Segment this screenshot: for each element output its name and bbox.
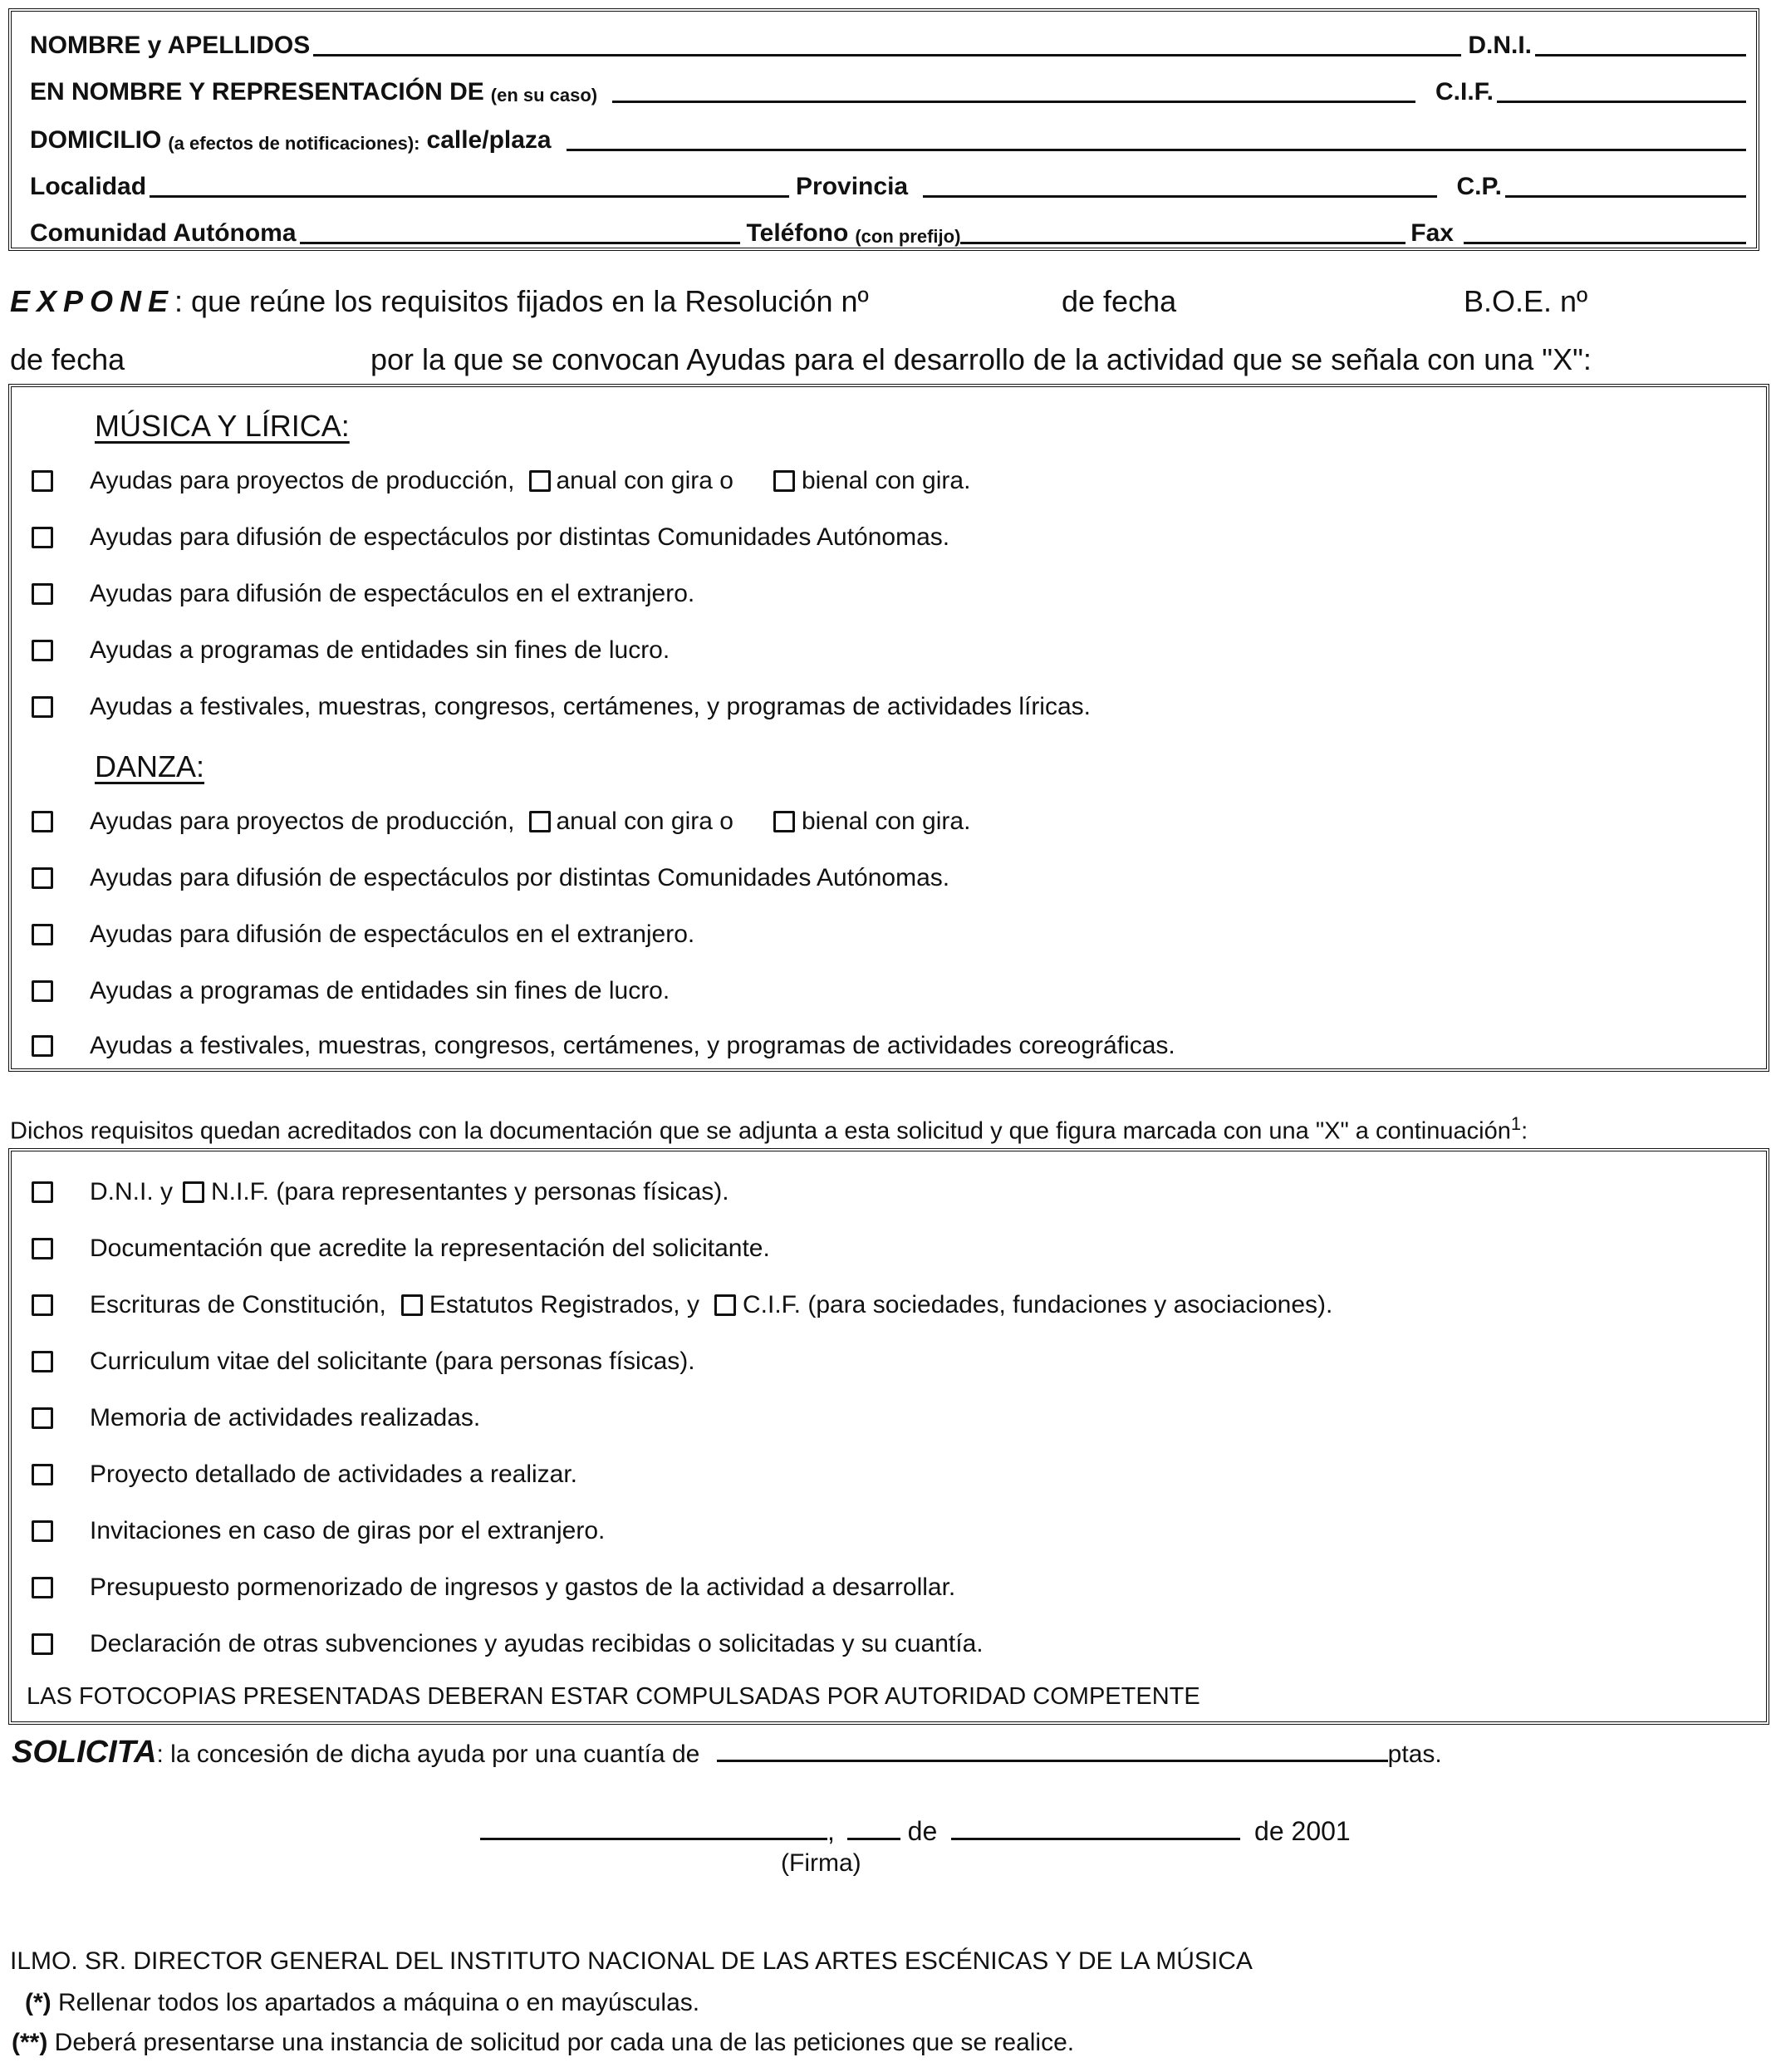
- doc-memoria-label: Memoria de actividades realizadas.: [90, 1404, 481, 1431]
- danza-difusion-extranjero-checkbox[interactable]: [32, 924, 53, 945]
- fax-label: Fax: [1410, 219, 1454, 247]
- danza-option-2: [32, 864, 949, 892]
- doc-item-proyecto: [32, 1461, 577, 1489]
- doc-representacion-checkbox[interactable]: [32, 1238, 53, 1259]
- doc-item-invitaciones: [32, 1517, 605, 1545]
- solicita-line: [12, 1735, 1442, 1770]
- currency-label: ptas.: [1387, 1741, 1442, 1768]
- representacion-field[interactable]: [612, 101, 1415, 103]
- expone-label: EXPONE: [10, 284, 175, 318]
- footnote-1-mark: (*): [25, 1989, 52, 2016]
- musica-heading: MÚSICA Y LÍRICA:: [95, 409, 350, 443]
- cp-field[interactable]: [1505, 195, 1746, 198]
- expone-boe: B.O.E. nº: [1464, 284, 1588, 318]
- comunidad-label: Comunidad Autónoma: [30, 219, 297, 247]
- requisitos-intro-end: :: [1521, 1117, 1528, 1145]
- doc-nif-checkbox[interactable]: [183, 1181, 204, 1203]
- danza-anual-label: anual con gira o: [556, 808, 733, 835]
- danza-option-4: [32, 977, 670, 1005]
- applicant-form-box: [8, 8, 1759, 251]
- doc-escrituras-label: Escrituras de Constitución,: [90, 1291, 386, 1318]
- doc-curriculum-label: Curriculum vitae del solicitante (para personas físicas).: [90, 1348, 695, 1375]
- danza-produccion-checkbox[interactable]: [32, 811, 53, 832]
- expone-de-fecha-2: de fecha: [10, 342, 125, 376]
- row-domicilio: [30, 118, 1746, 155]
- row-comunidad: [30, 211, 1746, 248]
- doc-curriculum-checkbox[interactable]: [32, 1351, 53, 1372]
- doc-estatutos-checkbox[interactable]: [401, 1294, 423, 1316]
- doc-proyecto-label: Proyecto detallado de actividades a realizar.: [90, 1461, 578, 1488]
- danza-entidades-checkbox[interactable]: [32, 980, 53, 1002]
- danza-difusion-ccaa-checkbox[interactable]: [32, 867, 53, 889]
- row-localidad: [30, 164, 1746, 201]
- footnote-1-text: Rellenar todos los apartados a máquina o en mayúsculas.: [51, 1989, 700, 2016]
- doc-proyecto-checkbox[interactable]: [32, 1464, 53, 1485]
- doc-dni-row: [32, 1178, 729, 1206]
- musica-anual-label: anual con gira o: [556, 467, 733, 494]
- doc-representacion-row: [32, 1235, 770, 1263]
- danza-option-5: [32, 1032, 1175, 1060]
- footnote-2-mark: (**): [12, 2029, 48, 2056]
- telefono-field[interactable]: [960, 242, 1406, 244]
- doc-item-declaracion: [32, 1630, 984, 1658]
- danza-difusion-extranjero-label: Ayudas para difusión de espectáculos en el extranjero.: [90, 921, 695, 948]
- footnote-2-text: Deberá presentarse una instancia de solicitud por cada una de las peticiones que se realice.: [47, 2029, 1075, 2056]
- addressee: ILMO. SR. DIRECTOR GENERAL DEL INSTITUTO NACIONAL DE LAS ARTES ESCÉNICAS Y DE LA MÚSICA: [10, 1947, 1253, 1975]
- musica-festivales-checkbox[interactable]: [32, 696, 53, 718]
- musica-produccion-label: Ayudas para proyectos de producción,: [90, 467, 515, 494]
- danza-bienal-checkbox[interactable]: [773, 811, 795, 832]
- musica-anual-checkbox[interactable]: [529, 470, 551, 492]
- doc-escrituras-row: [32, 1291, 1332, 1319]
- cuantia-field[interactable]: [717, 1760, 1388, 1762]
- requisitos-intro: [10, 1113, 1528, 1146]
- dni-field[interactable]: [1535, 54, 1746, 56]
- danza-difusion-ccaa-label: Ayudas para difusión de espectáculos por distintas Comunidades Autónomas.: [90, 864, 950, 891]
- domicilio-note: (a efectos de notificaciones):: [168, 133, 420, 154]
- domicilio-field[interactable]: [567, 149, 1746, 151]
- expone-de-fecha: de fecha: [1062, 284, 1177, 318]
- musica-difusion-extranjero-label: Ayudas para difusión de espectáculos en el extranjero.: [90, 580, 695, 607]
- musica-festivales-label: Ayudas a festivales, muestras, congresos, certámenes, y programas de actividades líricas.: [90, 693, 1091, 720]
- doc-presupuesto-checkbox[interactable]: [32, 1577, 53, 1598]
- lugar-field[interactable]: [480, 1838, 827, 1840]
- row-representacion: [30, 70, 1746, 106]
- firma-de: de: [907, 1816, 938, 1846]
- nombre-label: NOMBRE y APELLIDOS: [30, 32, 311, 59]
- doc-cif-label: C.I.F. (para sociedades, fundaciones y asociaciones).: [742, 1291, 1333, 1318]
- danza-option-1: [32, 808, 970, 836]
- cif-label: C.I.F.: [1435, 78, 1494, 106]
- musica-option-2: [32, 523, 949, 552]
- mes-field[interactable]: [951, 1838, 1240, 1840]
- localidad-field[interactable]: [150, 195, 789, 198]
- cp-label: C.P.: [1456, 173, 1502, 200]
- footnote-mark: 1: [1510, 1113, 1522, 1134]
- doc-escrituras-checkbox[interactable]: [32, 1294, 53, 1316]
- expone-line1: [10, 284, 869, 319]
- firma-comma: ,: [827, 1816, 835, 1846]
- musica-option-1: [32, 467, 970, 495]
- domicilio-label: DOMICILIO: [30, 126, 162, 154]
- fotocopias-note: LAS FOTOCOPIAS PRESENTADAS DEBERAN ESTAR COMPULSADAS POR AUTORIDAD COMPETENTE: [27, 1683, 1200, 1710]
- telefono-label: Teléfono: [746, 219, 849, 247]
- footnote-2: [12, 2029, 1074, 2057]
- doc-presupuesto-label: Presupuesto pormenorizado de ingresos y gastos de la actividad a desarrollar.: [90, 1574, 956, 1601]
- footnote-1: [25, 1989, 699, 2017]
- dni-label: D.N.I.: [1468, 32, 1532, 59]
- danza-bienal-label: bienal con gira.: [801, 808, 971, 835]
- doc-invitaciones-checkbox[interactable]: [32, 1520, 53, 1542]
- doc-estatutos-label: Estatutos Registrados, y: [429, 1291, 699, 1318]
- solicita-label: SOLICITA: [12, 1735, 157, 1770]
- doc-dni-checkbox[interactable]: [32, 1181, 53, 1203]
- musica-difusion-extranjero-checkbox[interactable]: [32, 583, 53, 605]
- musica-produccion-checkbox[interactable]: [32, 470, 53, 492]
- dia-field[interactable]: [847, 1838, 900, 1840]
- musica-entidades-label: Ayudas a programas de entidades sin fines de lucro.: [90, 636, 670, 664]
- activity-options-box: [8, 384, 1769, 1072]
- musica-option-5: [32, 693, 1091, 721]
- documents-box: [8, 1148, 1769, 1725]
- requisitos-intro-text: Dichos requisitos quedan acreditados con la documentación que se adjunta a esta solicitud y que figura marcada con una "X" a continuación: [10, 1117, 1511, 1145]
- doc-memoria-checkbox[interactable]: [32, 1407, 53, 1429]
- danza-produccion-label: Ayudas para proyectos de producción,: [90, 808, 515, 835]
- provincia-field[interactable]: [923, 195, 1436, 198]
- doc-dni-label: D.N.I. y: [90, 1178, 174, 1205]
- firma-line: [480, 1816, 1351, 1847]
- nombre-field[interactable]: [313, 54, 1461, 56]
- telefono-note: (con prefijo): [855, 226, 961, 247]
- localidad-label: Localidad: [30, 173, 147, 200]
- musica-difusion-ccaa-label: Ayudas para difusión de espectáculos por distintas Comunidades Autónomas.: [90, 523, 950, 551]
- doc-invitaciones-label: Invitaciones en caso de giras por el extranjero.: [90, 1517, 606, 1544]
- representacion-note: (en su caso): [490, 85, 598, 106]
- doc-nif-label: N.I.F. (para representantes y personas físicas).: [211, 1178, 729, 1205]
- firma-label: (Firma): [781, 1849, 861, 1877]
- firma-year: de 2001: [1254, 1816, 1351, 1846]
- doc-declaracion-checkbox[interactable]: [32, 1633, 53, 1655]
- musica-difusion-ccaa-checkbox[interactable]: [32, 527, 53, 548]
- musica-bienal-label: bienal con gira.: [801, 467, 971, 494]
- danza-festivales-label: Ayudas a festivales, muestras, congresos, certámenes, y programas de actividades coreográficas.: [90, 1032, 1175, 1059]
- calle-label: calle/plaza: [426, 126, 552, 154]
- provincia-label: Provincia: [796, 173, 909, 200]
- expone-text: : que reúne los requisitos fijados en la Resolución nº: [174, 284, 869, 318]
- representacion-label: EN NOMBRE Y REPRESENTACIÓN DE: [30, 78, 484, 106]
- danza-festivales-checkbox[interactable]: [32, 1035, 53, 1057]
- comunidad-field[interactable]: [300, 242, 740, 244]
- musica-entidades-checkbox[interactable]: [32, 640, 53, 661]
- row-nombre: [30, 23, 1746, 60]
- musica-option-4: [32, 636, 670, 665]
- doc-representacion-label: Documentación que acredite la representación del solicitante.: [90, 1235, 770, 1262]
- danza-heading: DANZA:: [95, 749, 205, 783]
- musica-option-3: [32, 580, 694, 608]
- solicita-text: : la concesión de dicha ayuda por una cuantía de: [156, 1741, 700, 1768]
- doc-item-curriculum: [32, 1348, 695, 1376]
- cif-field[interactable]: [1497, 101, 1746, 103]
- doc-item-memoria: [32, 1404, 480, 1432]
- danza-option-3: [32, 921, 694, 949]
- danza-anual-checkbox[interactable]: [529, 811, 551, 832]
- danza-entidades-label: Ayudas a programas de entidades sin fines de lucro.: [90, 977, 670, 1004]
- doc-declaracion-label: Declaración de otras subvenciones y ayudas recibidas o solicitadas y su cuantía.: [90, 1630, 984, 1657]
- expone-text-2: por la que se convocan Ayudas para el desarrollo de la actividad que se señala con una "X":: [370, 342, 1592, 376]
- doc-item-presupuesto: [32, 1574, 955, 1602]
- musica-bienal-checkbox[interactable]: [773, 470, 795, 492]
- fax-field[interactable]: [1464, 242, 1746, 244]
- doc-cif-checkbox[interactable]: [714, 1294, 736, 1316]
